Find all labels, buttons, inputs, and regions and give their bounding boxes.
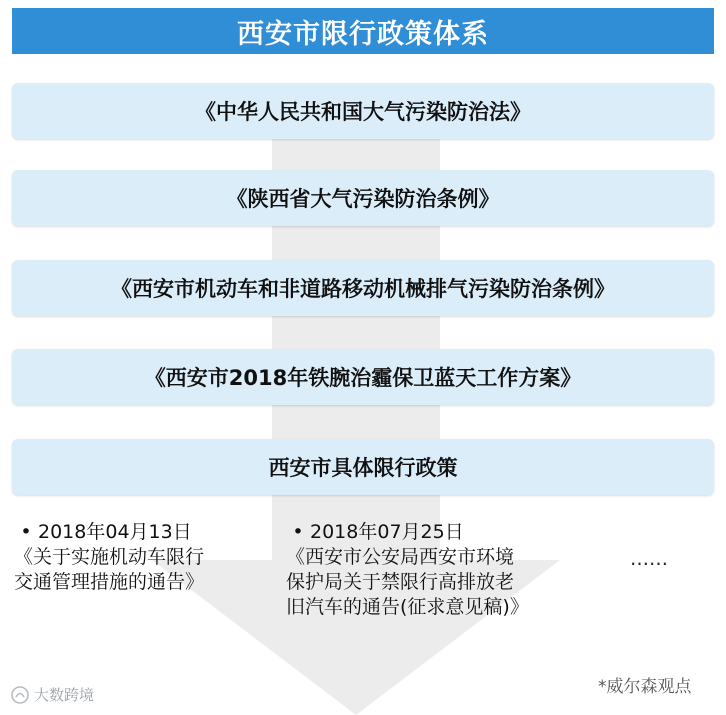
law-label: 《中华人民共和国大气污染防治法》 [195, 100, 531, 124]
bullet-icon: • [20, 521, 32, 543]
watermark-logo-icon [10, 685, 30, 705]
law-box-shaanxi-regulation [12, 170, 714, 226]
policy-title-line: 《关于实施机动车限行 [14, 546, 205, 568]
law-box-xian-2018-plan [12, 349, 714, 405]
bullet-icon: • [292, 521, 304, 543]
policy-date-row [14, 520, 204, 545]
more-ellipsis: …… [630, 548, 668, 570]
page-title: 西安市限行政策体系 [12, 8, 714, 54]
policy-title-line: 旧汽车的通告(征求意见稿)》 [286, 596, 529, 618]
law-label: 《陕西省大气污染防治条例》 [226, 187, 500, 211]
law-label: 《西安市2018年铁腕治霾保卫蓝天工作方案》 [144, 366, 582, 390]
law-box-xian-vehicle-regulation [12, 260, 714, 316]
policy-title-line: 保护局关于禁限行高排放老 [286, 571, 515, 593]
policy-date: 2018年04月13日 [38, 521, 192, 543]
watermark [10, 684, 94, 705]
policy-date: 2018年07月25日 [310, 521, 464, 543]
policy-date-row [286, 520, 529, 545]
policy-title-line: 《西安市公安局西安市环境 [286, 546, 515, 568]
law-label: 西安市具体限行政策 [268, 456, 458, 480]
policy-item [14, 520, 204, 595]
policy-title-line: 交通管理措施的通告》 [14, 571, 205, 593]
law-box-air-pollution-law [12, 83, 714, 139]
law-label: 《西安市机动车和非道路移动机械排气污染防治条例》 [111, 277, 615, 301]
law-box-specific-policies [12, 439, 714, 495]
watermark-text: 大数跨境 [34, 686, 95, 704]
source-note: *威尔森观点 [598, 677, 692, 697]
policy-item [286, 520, 529, 620]
